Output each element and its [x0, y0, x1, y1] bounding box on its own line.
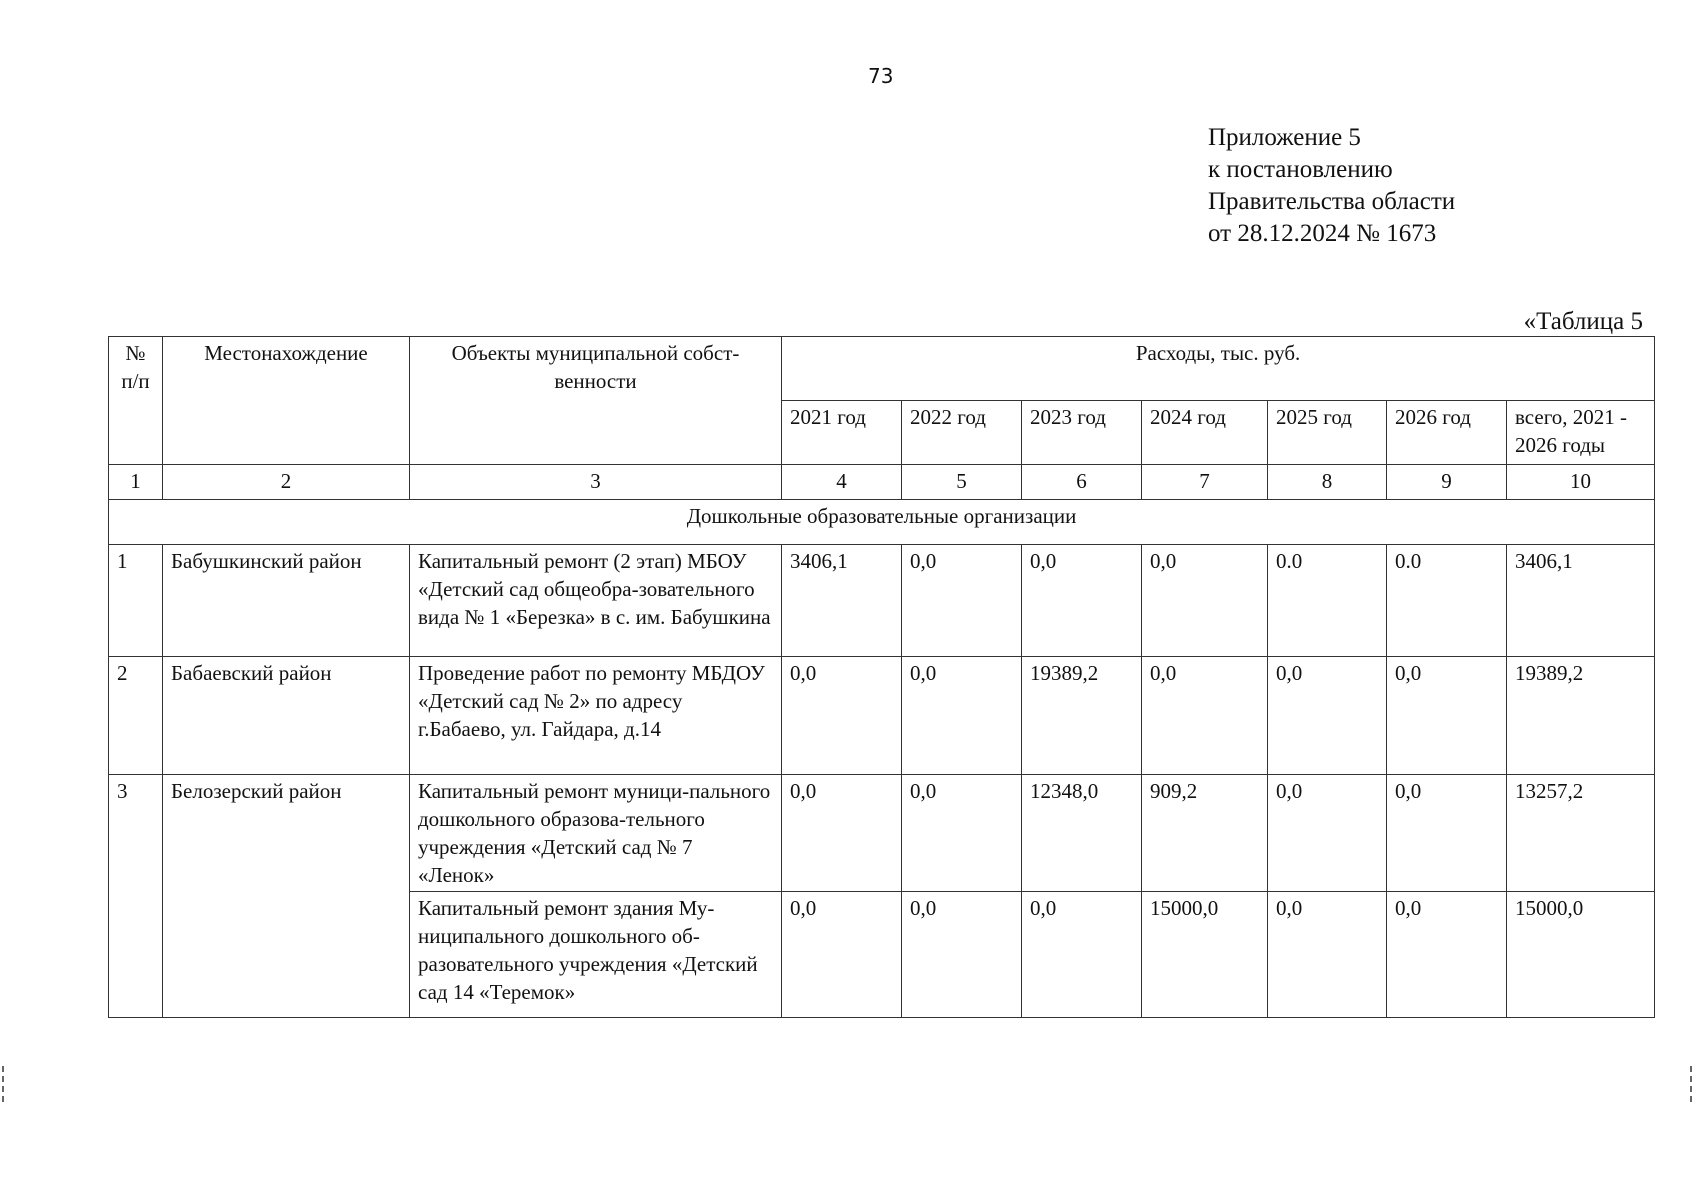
page-number: 73	[868, 64, 894, 88]
row-num: 1	[109, 545, 163, 657]
row-value: 0,0	[1268, 775, 1387, 892]
appendix-line-1: Приложение 5	[1208, 124, 1361, 151]
row-value: 0,0	[1022, 892, 1142, 1018]
header-objects: Объекты муниципальной собст-венности	[410, 337, 782, 465]
table-caption: «Таблица 5	[1523, 308, 1643, 335]
appendix-heading	[1208, 122, 1455, 250]
column-index: 8	[1268, 465, 1387, 500]
row-value: 0,0	[1142, 545, 1268, 657]
column-index: 5	[902, 465, 1022, 500]
section-title: Дошкольные образовательные организации	[109, 500, 1655, 545]
column-index: 1	[109, 465, 163, 500]
header-location: Местонахождение	[163, 337, 410, 465]
row-value: 3406,1	[782, 545, 902, 657]
header-year: 2024 год	[1142, 401, 1268, 465]
row-value: 0,0	[1387, 892, 1507, 1018]
column-index-row	[109, 465, 1655, 500]
row-num: 2	[109, 657, 163, 775]
scan-margin-mark-left	[2, 1066, 10, 1102]
header-year: 2026 год	[1387, 401, 1507, 465]
row-total: 3406,1	[1507, 545, 1655, 657]
row-value: 0,0	[782, 892, 902, 1018]
row-value: 19389,2	[1022, 657, 1142, 775]
row-value: 15000,0	[1142, 892, 1268, 1018]
column-index: 3	[410, 465, 782, 500]
header-total: всего, 2021 - 2026 годы	[1507, 401, 1655, 465]
table-row	[109, 657, 1655, 775]
row-value: 0,0	[1022, 545, 1142, 657]
row-location: Белозерский район	[163, 775, 410, 1018]
row-value: 0,0	[1387, 657, 1507, 775]
row-value: 0,0	[902, 892, 1022, 1018]
appendix-line-4: от 28.12.2024 № 1673	[1208, 220, 1437, 247]
header-year: 2025 год	[1268, 401, 1387, 465]
row-value: 0.0	[1268, 545, 1387, 657]
table-row	[109, 775, 1655, 892]
row-object: Капитальный ремонт здания Му-ниципального дошкольного об-разовательного учреждения «Детский сад 14 «Теремок»	[410, 892, 782, 1018]
header-row	[109, 337, 1655, 401]
column-index: 7	[1142, 465, 1268, 500]
row-value: 0.0	[1387, 545, 1507, 657]
row-value: 0,0	[1268, 892, 1387, 1018]
column-index: 10	[1507, 465, 1655, 500]
header-year: 2021 год	[782, 401, 902, 465]
row-value: 0,0	[902, 775, 1022, 892]
row-value: 0,0	[902, 657, 1022, 775]
section-row	[109, 500, 1655, 545]
row-value: 12348,0	[1022, 775, 1142, 892]
row-value: 0,0	[902, 545, 1022, 657]
header-num: № п/п	[109, 337, 163, 465]
row-location: Бабушкинский район	[163, 545, 410, 657]
row-object: Проведение работ по ремонту МБДОУ «Детский сад № 2» по адресу г.Бабаево, ул. Гайдара, д.14	[410, 657, 782, 775]
row-total: 19389,2	[1507, 657, 1655, 775]
appendix-line-2: к постановлению	[1208, 156, 1393, 183]
header-year: 2023 год	[1022, 401, 1142, 465]
row-total: 15000,0	[1507, 892, 1655, 1018]
column-index: 6	[1022, 465, 1142, 500]
row-location: Бабаевский район	[163, 657, 410, 775]
row-value: 0,0	[1142, 657, 1268, 775]
table-row	[109, 545, 1655, 657]
column-index: 9	[1387, 465, 1507, 500]
column-index: 2	[163, 465, 410, 500]
row-value: 0,0	[782, 775, 902, 892]
row-num: 3	[109, 775, 163, 1018]
header-year: 2022 год	[902, 401, 1022, 465]
row-value: 0,0	[1268, 657, 1387, 775]
row-value: 0,0	[1387, 775, 1507, 892]
row-object: Капитальный ремонт (2 этап) МБОУ «Детский сад общеобра-зовательного вида № 1 «Березка» в с. им. Бабушкина	[410, 545, 782, 657]
row-object: Капитальный ремонт муници-пального дошкольного образова-тельного учреждения «Детский сад № 7 «Ленок»	[410, 775, 782, 892]
row-value: 0,0	[782, 657, 902, 775]
expenses-table	[108, 336, 1655, 1018]
header-expenses: Расходы, тыс. руб.	[782, 337, 1655, 401]
row-value: 909,2	[1142, 775, 1268, 892]
scan-margin-mark-right	[1690, 1066, 1697, 1102]
column-index: 4	[782, 465, 902, 500]
row-total: 13257,2	[1507, 775, 1655, 892]
appendix-line-3: Правительства области	[1208, 188, 1456, 215]
